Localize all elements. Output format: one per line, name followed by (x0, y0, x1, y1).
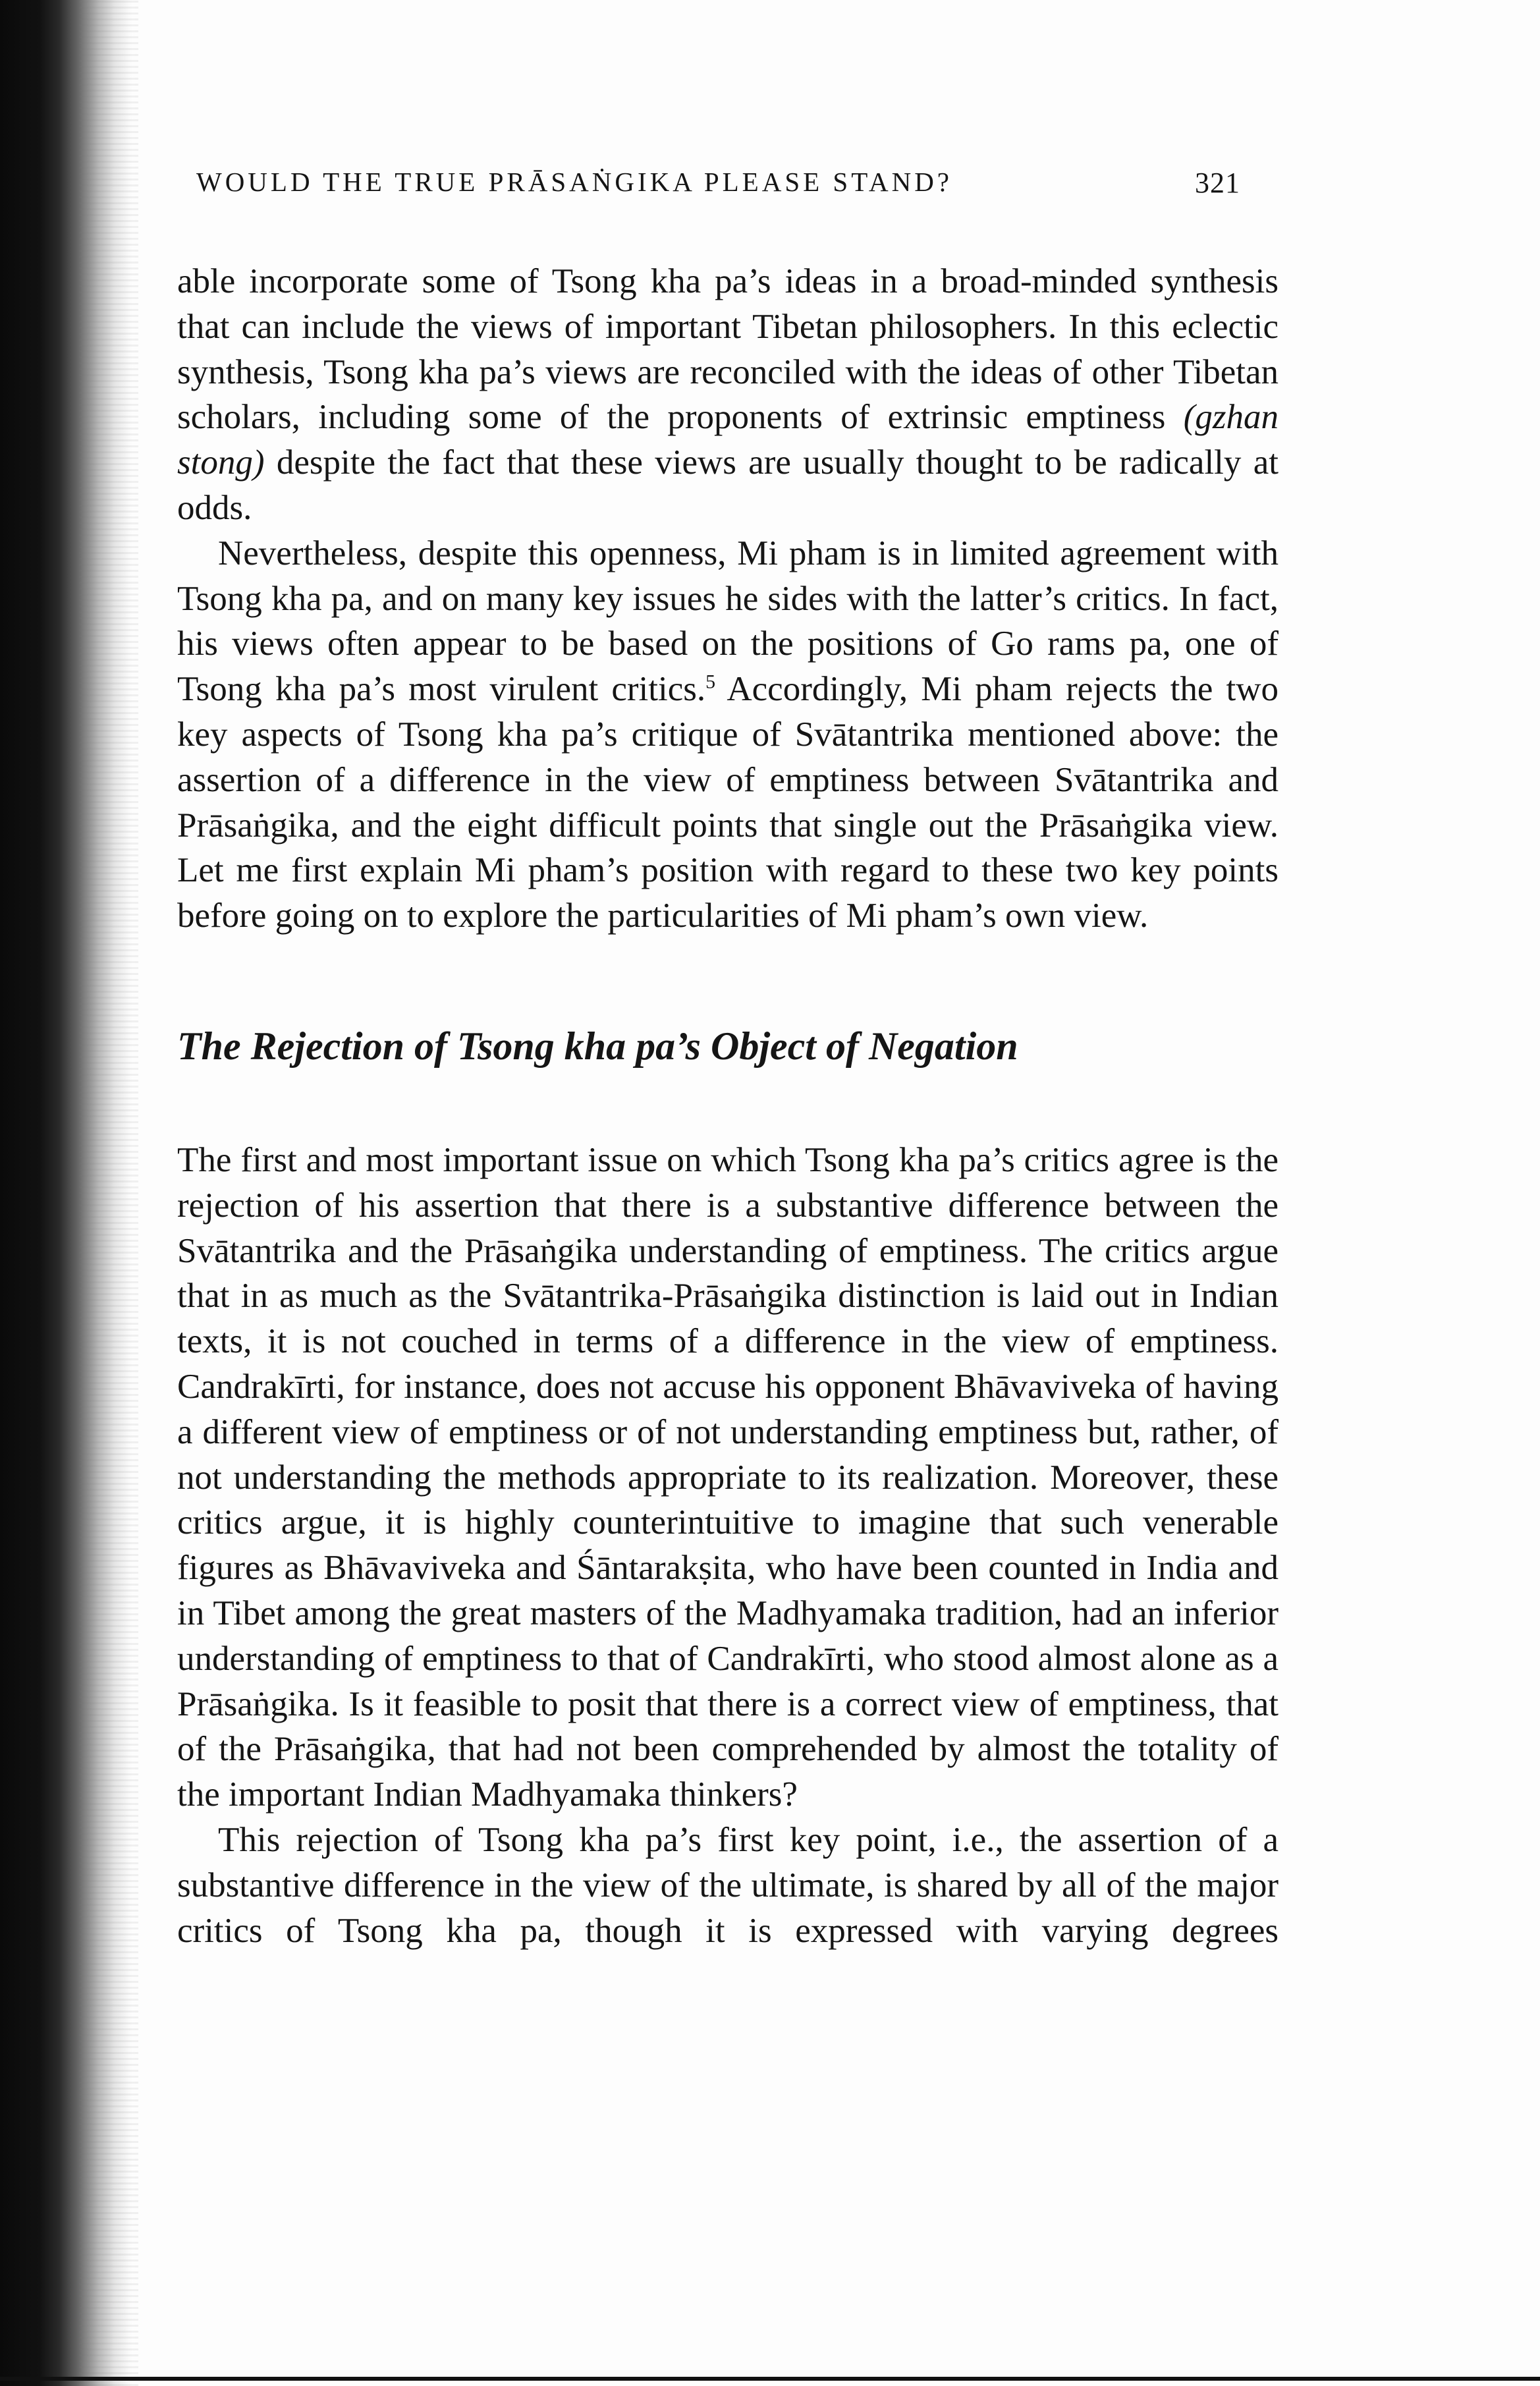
running-head (0, 166, 1540, 219)
page-number: 321 (1195, 167, 1240, 199)
body-text (177, 259, 1279, 1953)
section-heading: The Rejection of Tsong kha pa’s Object of Negation (177, 1024, 1018, 1068)
paragraph-1-text-a: able incorporate some of Tsong kha pa’s ideas in a broad-minded synthesis that can include the views of important Tibetan philosophers. In this eclectic synthesis, Tsong kha pa’s views are reconciled with the ideas of other Tibetan scholars, including some of the proponents of extrinsic emptiness (177, 262, 1279, 437)
paragraph-1 (177, 259, 1279, 531)
paragraph-2-text-b: Accordingly, Mi pham rejects the two key aspects of Tsong kha pa’s critique of Svātantrika mentioned above: the assertion of a difference in the view of emptiness between Svātantrika and Prāsaṅgika, and the eight difficult points that single out the Prāsaṅgika view. Let me first explain Mi pham’s position with regard to these two key points before going on to explore the particularities of Mi pham’s own view. (177, 670, 1279, 935)
scan-bottom-edge (0, 2377, 1540, 2381)
paragraph-2 (177, 531, 1279, 939)
running-head-title: WOULD THE TRUE PRĀSAṄGIKA PLEASE STAND? (196, 167, 953, 197)
paragraph-1-text-b: despite the fact that these views are usually thought to be radically at odds. (177, 443, 1279, 527)
paragraph-3: The first and most important issue on which Tsong kha pa’s critics agree is the rejection of his assertion that there is a substantive difference between the Svātantrika and the Prāsaṅgika understanding of emptiness. The critics argue that in as much as the Svātantrika-Prāsaṅgika distinction is laid out in Indian texts, it is not couched in terms of a difference in the view of emptiness. Candrakīrti, for instance, does not accuse his opponent Bhāvaviveka of having a different view of emptiness or of not understanding emptiness but, rather, of not understanding the methods appropriate to its realization. Moreover, these critics argue, it is highly counterintuitive to imagine that such venerable figures as Bhāvaviveka and Śāntarakṣita, who have been counted in India and in Tibet among the great masters of the Madhyamaka tradition, had an inferior understanding of emptiness to that of Candrakīrti, who stood almost alone as a Prāsaṅgika. Is it feasible to posit that there is a correct view of emptiness, that of the Prāsaṅgika, that had not been comprehended by almost the totality of the important Indian Madhyamaka thinkers? (177, 1140, 1279, 1814)
paragraph-4: This rejection of Tsong kha pa’s first key point, i.e., the assertion of a substantive difference in the view of the ultimate, is shared by all of the major critics of Tsong kha pa, though it is expressed with varying degrees (177, 1820, 1279, 1950)
scan-gutter-texture (79, 0, 138, 2386)
tibetan-term: (gzhan stong) (177, 398, 1279, 482)
footnote-reference: 5 (705, 671, 716, 693)
paragraph-2-text-a: Nevertheless, despite this openness, Mi pham is in limited agreement with Tsong kha pa, and on many key issues he sides with the latter’s critics. In fact, his views often appear to be based on the positions of Go rams pa, one of Tsong kha pa’s most virulent critics. (177, 534, 1279, 709)
